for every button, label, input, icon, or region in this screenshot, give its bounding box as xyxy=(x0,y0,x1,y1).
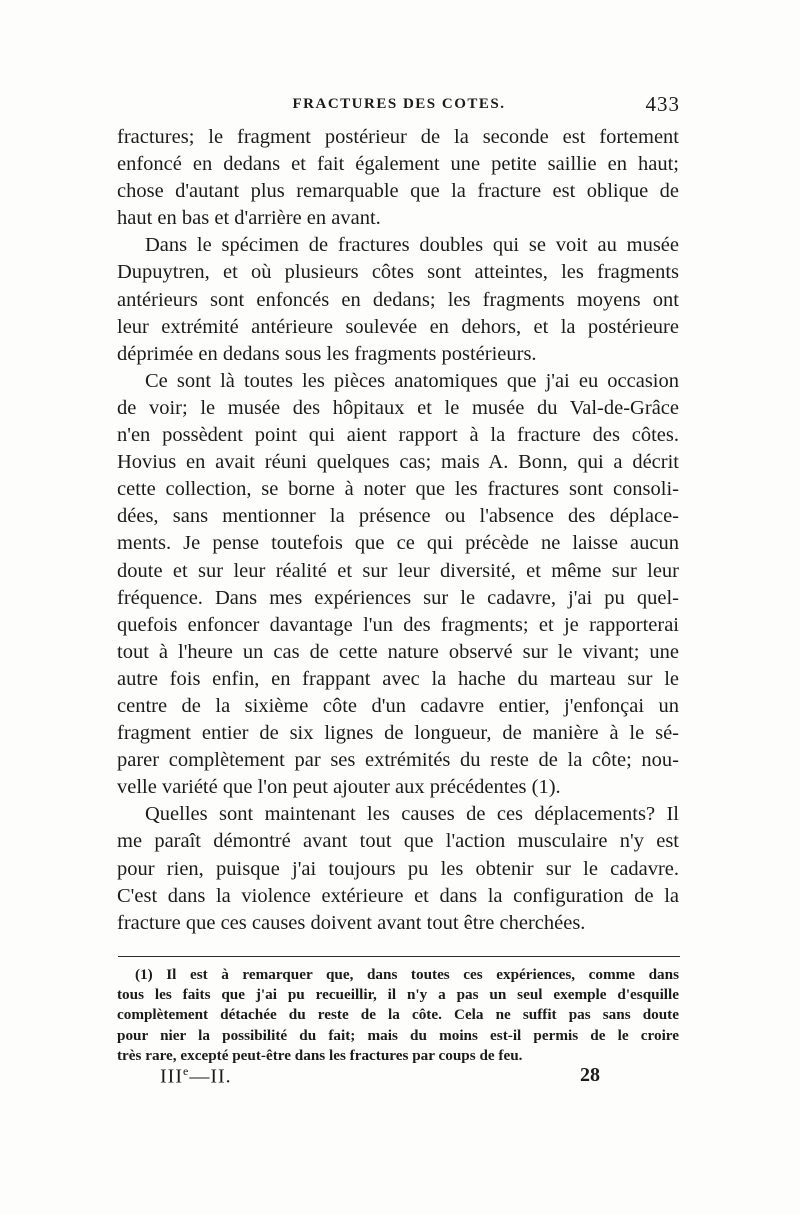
text-line: tout à l'heure un cas de cette nature observé sur le vivant; une xyxy=(117,640,679,663)
text-line: n'en possèdent point qui aient rapport à la fracture des côtes. xyxy=(117,424,679,447)
text-line: fracture que ces causes doivent avant tout être cherchées. xyxy=(117,911,586,934)
text-line: Dupuytren, et où plusieurs côtes sont atteintes, les fragments xyxy=(117,261,679,284)
signature-rest: —II. xyxy=(189,1065,232,1088)
footnote-line: tous les faits que j'ai pu recueillir, il n'y a pas un seul exemple d'esquille xyxy=(117,986,679,1004)
body-text xyxy=(117,124,679,937)
running-head xyxy=(118,92,680,118)
text-line: me paraît démontré avant tout que l'action musculaire n'y est xyxy=(117,830,679,853)
text-line: dées, sans mentionner la présence ou l'absence des déplace- xyxy=(117,505,679,528)
sheet-number: 28 xyxy=(580,1064,600,1086)
text-line: fractures; le fragment postérieur de la seconde est fortement xyxy=(117,126,679,148)
page-number: 433 xyxy=(645,92,680,116)
text-line: antérieurs sont enfoncés en dedans; les fragments moyens ont xyxy=(117,288,679,311)
text-line: fréquence. Dans mes expériences sur le cadavre, j'ai pu quel- xyxy=(117,586,679,609)
text-line: déprimée en dedans sous les fragments postérieurs. xyxy=(117,342,537,365)
text-line: pour rien, puisque j'ai toujours pu les obtenir sur le cadavre. xyxy=(117,857,679,880)
text-line: doute et sur leur réalité et sur leur diversité, et même sur leur xyxy=(117,559,679,582)
text-line: enfoncé en dedans et fait également une petite saillie en haut; xyxy=(117,153,679,176)
signature-mark xyxy=(160,1064,232,1089)
text-line: Dans le spécimen de fractures doubles qui se voit au musée xyxy=(145,234,679,257)
signature-main: III xyxy=(160,1065,183,1088)
text-line: ments. Je pense toutefois que ce qui précède ne laisse aucun xyxy=(117,532,679,555)
signature-superscript: e xyxy=(182,1064,190,1078)
text-line: Hovius en avait réuni quelques cas; mais A. Bonn, qui a décrit xyxy=(117,451,679,474)
running-title: FRACTURES DES COTES. xyxy=(292,96,506,112)
text-line: quefois enfoncer davantage l'un des fragments; et je rapporterai xyxy=(117,613,679,636)
footnote xyxy=(117,965,679,1066)
text-line: fragment entier de six lignes de longueur, de manière à le sé- xyxy=(117,722,679,745)
footnote-line: (1) Il est à remarquer que, dans toutes ces expériences, comme dans xyxy=(135,966,679,983)
footnote-line: complètement détachée du reste de la côte. Cela ne suffit pas sans doute xyxy=(117,1006,679,1024)
text-line: velle variété que l'on peut ajouter aux précédentes (1). xyxy=(117,776,561,799)
text-line: Quelles sont maintenant les causes de ces déplacements? Il xyxy=(145,803,679,826)
text-line: Ce sont là toutes les pièces anatomiques que j'ai eu occasion xyxy=(145,369,679,392)
text-line: C'est dans la violence extérieure et dans la configuration de la xyxy=(117,884,679,907)
signature-line xyxy=(160,1064,600,1092)
footnote-rule xyxy=(118,956,680,957)
footnote-line: très rare, excepté peut-être dans les fractures par coups de feu. xyxy=(117,1046,523,1064)
text-line: leur extrémité antérieure soulevée en dehors, et la postérieure xyxy=(117,315,679,338)
text-line: cette collection, se borne à noter que les fractures sont consoli- xyxy=(117,478,679,501)
text-line: haut en bas et d'arrière en avant. xyxy=(117,207,381,230)
footnote-line: pour nier la possibilité du fait; mais du moins est-il permis de le croire xyxy=(117,1026,679,1044)
text-line: de voir; le musée des hôpitaux et le musée du Val-de-Grâce xyxy=(117,396,679,419)
text-line: centre de la sixième côte d'un cadavre entier, j'enfonçai un xyxy=(117,694,679,717)
text-line: autre fois enfin, en frappant avec la hache du marteau sur le xyxy=(117,667,679,690)
text-line: chose d'autant plus remarquable que la fracture est oblique de xyxy=(117,180,679,203)
text-line: parer complètement par ses extrémités du reste de la côte; nou- xyxy=(117,749,679,772)
